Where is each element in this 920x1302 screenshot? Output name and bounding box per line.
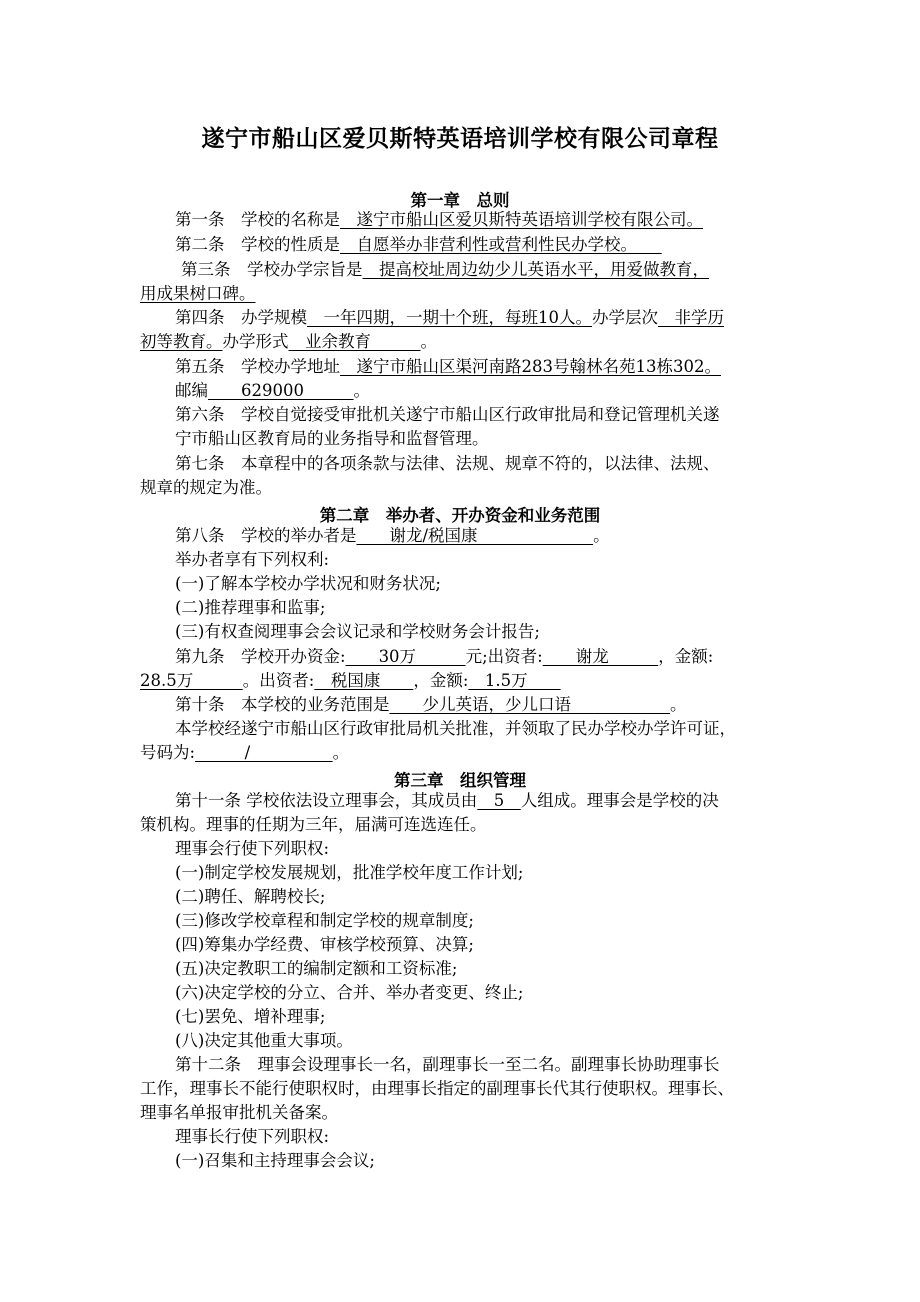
period: 。 <box>332 743 350 762</box>
article-10-line-3 <box>140 743 349 763</box>
investor-label: 。出资者: <box>242 671 315 690</box>
school-name-field: 遂宁市船山区爱贝斯特英语培训学校有限公司。 <box>340 210 703 229</box>
article-1 <box>175 210 703 230</box>
business-scope-field: 少儿英语，少儿口语 <box>389 695 670 714</box>
article-7-line-2: 规章的规定为准。 <box>140 478 272 497</box>
founder-right-item: (三)有权查阅理事会会议记录和学校财务会计报告; <box>175 622 540 641</box>
article-11-line-2: 策机构。理事的任期为三年，届满可连选连任。 <box>140 815 487 834</box>
period: 。 <box>670 695 687 714</box>
founder-right-item: (一)了解本学校办学状况和财务状况; <box>175 574 441 593</box>
article-3-line-2: 用成果树口碑。 <box>140 284 256 303</box>
article-4-line-2 <box>140 332 437 352</box>
amount-2-field: 1.5万 <box>468 671 561 690</box>
article-2 <box>175 235 662 255</box>
article-7-line-1: 第七条 本章程中的各项条款与法律、法规、规章不符的，以法律、法规、 <box>175 454 720 473</box>
school-address-field: 遂宁市船山区渠河南路283号翰林名苑13栋302。 <box>340 357 721 376</box>
founder-rights-intro: 举办者享有下列权利: <box>175 550 330 569</box>
chair-power-item: (一)召集和主持理事会会议; <box>175 1151 375 1170</box>
council-power-item: (三)修改学校章程和制定学校的规章制度; <box>175 911 474 930</box>
council-power-item: (二)聘任、解聘校长; <box>175 887 326 906</box>
amount-label: ，金额: <box>413 671 469 690</box>
article-12-line-3: 理事名单报审批机关备案。 <box>140 1103 338 1122</box>
school-level-field: 非学历 <box>658 308 724 327</box>
investor-2-field: 税国康 <box>314 671 414 690</box>
school-nature-field: 自愿举办非营利性或营利性民办学校。 <box>340 235 662 254</box>
article-10-label: 第十条 本学校的业务范围是 <box>175 695 390 714</box>
article-3-label: 第三条 学校办学宗旨是 <box>181 260 363 279</box>
article-10-line-1 <box>175 695 687 715</box>
article-6-line-1: 第六条 学校自觉接受审批机关遂宁市船山区行政审批局和登记管理机关遂 <box>175 405 720 424</box>
article-11-label: 第十一条 学校依法设立理事会，其成员由 <box>175 791 478 810</box>
capital-field: 30万 <box>345 647 466 666</box>
article-4-line-1 <box>175 308 724 328</box>
council-power-item: (一)制定学校发展规划，批准学校年度工作计划; <box>175 863 524 882</box>
document-title: 遂宁市船山区爱贝斯特英语培训学校有限公司章程 <box>201 126 719 152</box>
school-scale-field: 一年四期，一期十个班，每班10人。 <box>307 308 592 327</box>
council-power-item: (六)决定学校的分立、合并、举办者变更、终止; <box>175 983 524 1002</box>
article-12-line-2: 工作，理事长不能行使职权时，由理事长指定的副理事长代其行使职权。理事长、 <box>140 1079 734 1098</box>
period: 。 <box>593 526 610 545</box>
article-5-line-1 <box>175 357 721 377</box>
article-2-label: 第二条 学校的性质是 <box>175 235 340 254</box>
article-5-line-2 <box>175 381 370 401</box>
chapter-2-heading: 第二章 举办者、开办资金和业务范围 <box>319 506 601 525</box>
article-9-label: 第九条 学校开办资金: <box>175 647 346 666</box>
article-11-text: 人组成。理事会是学校的决 <box>520 791 719 810</box>
article-8 <box>175 526 610 546</box>
chapter-1-heading: 第一章 总则 <box>410 191 510 210</box>
chair-powers-intro: 理事长行使下列职权: <box>175 1127 330 1146</box>
postcode-field: 629000 <box>208 381 354 400</box>
capital-suffix: 元;出资者: <box>465 647 543 666</box>
license-label: 号码为: <box>140 743 196 762</box>
period: 。 <box>353 381 370 400</box>
council-members-field: 5 <box>477 791 521 810</box>
council-power-item: (四)筹集办学经费、审核学校预算、决算; <box>175 935 474 954</box>
article-4-label: 第四条 办学规模 <box>175 308 307 327</box>
school-level-field-cont: 初等教育。 <box>140 332 223 351</box>
founders-field: 谢龙/税国康 <box>356 526 594 545</box>
article-10-line-2: 本学校经遂宁市船山区行政审批局机关批准，并领取了民办学校办学许可证， <box>175 719 736 738</box>
amount-label: ，金额: <box>658 647 714 666</box>
period: 。 <box>420 332 437 351</box>
council-powers-intro: 理事会行使下列职权: <box>175 839 330 858</box>
article-8-label: 第八条 学校的举办者是 <box>175 526 357 545</box>
council-power-item: (八)决定其他重大事项。 <box>175 1031 353 1050</box>
school-aim-field: 提高校址周边幼少儿英语水平，用爱做教育， <box>362 260 709 279</box>
council-power-item: (五)决定教职工的编制定额和工资标准; <box>175 959 458 978</box>
amount-1-field: 28.5万 <box>140 671 243 690</box>
article-11-line-1 <box>175 791 719 811</box>
article-5-label: 第五条 学校办学地址 <box>175 357 340 376</box>
level-label: 办学层次 <box>592 308 658 327</box>
chapter-3-heading: 第三章 组织管理 <box>394 771 526 790</box>
article-9-line-1 <box>175 647 713 667</box>
license-number-field: / <box>195 743 333 762</box>
council-power-item: (七)罢免、增补理事; <box>175 1007 326 1026</box>
founder-right-item: (二)推荐理事和监事; <box>175 598 326 617</box>
article-3-line-1 <box>181 260 709 280</box>
form-label: 办学形式 <box>222 332 289 351</box>
school-form-field: 业余教育 <box>288 332 421 351</box>
investor-1-field: 谢龙 <box>542 647 659 666</box>
article-9-line-2 <box>140 671 561 691</box>
article-6-line-2: 宁市船山区教育局的业务指导和监督管理。 <box>175 429 489 448</box>
postcode-label: 邮编 <box>175 381 208 400</box>
article-1-label: 第一条 学校的名称是 <box>175 210 340 229</box>
article-12-line-1: 第十二条 理事会设理事长一名，副理事长一至二名。副理事长协助理事长 <box>175 1055 720 1074</box>
